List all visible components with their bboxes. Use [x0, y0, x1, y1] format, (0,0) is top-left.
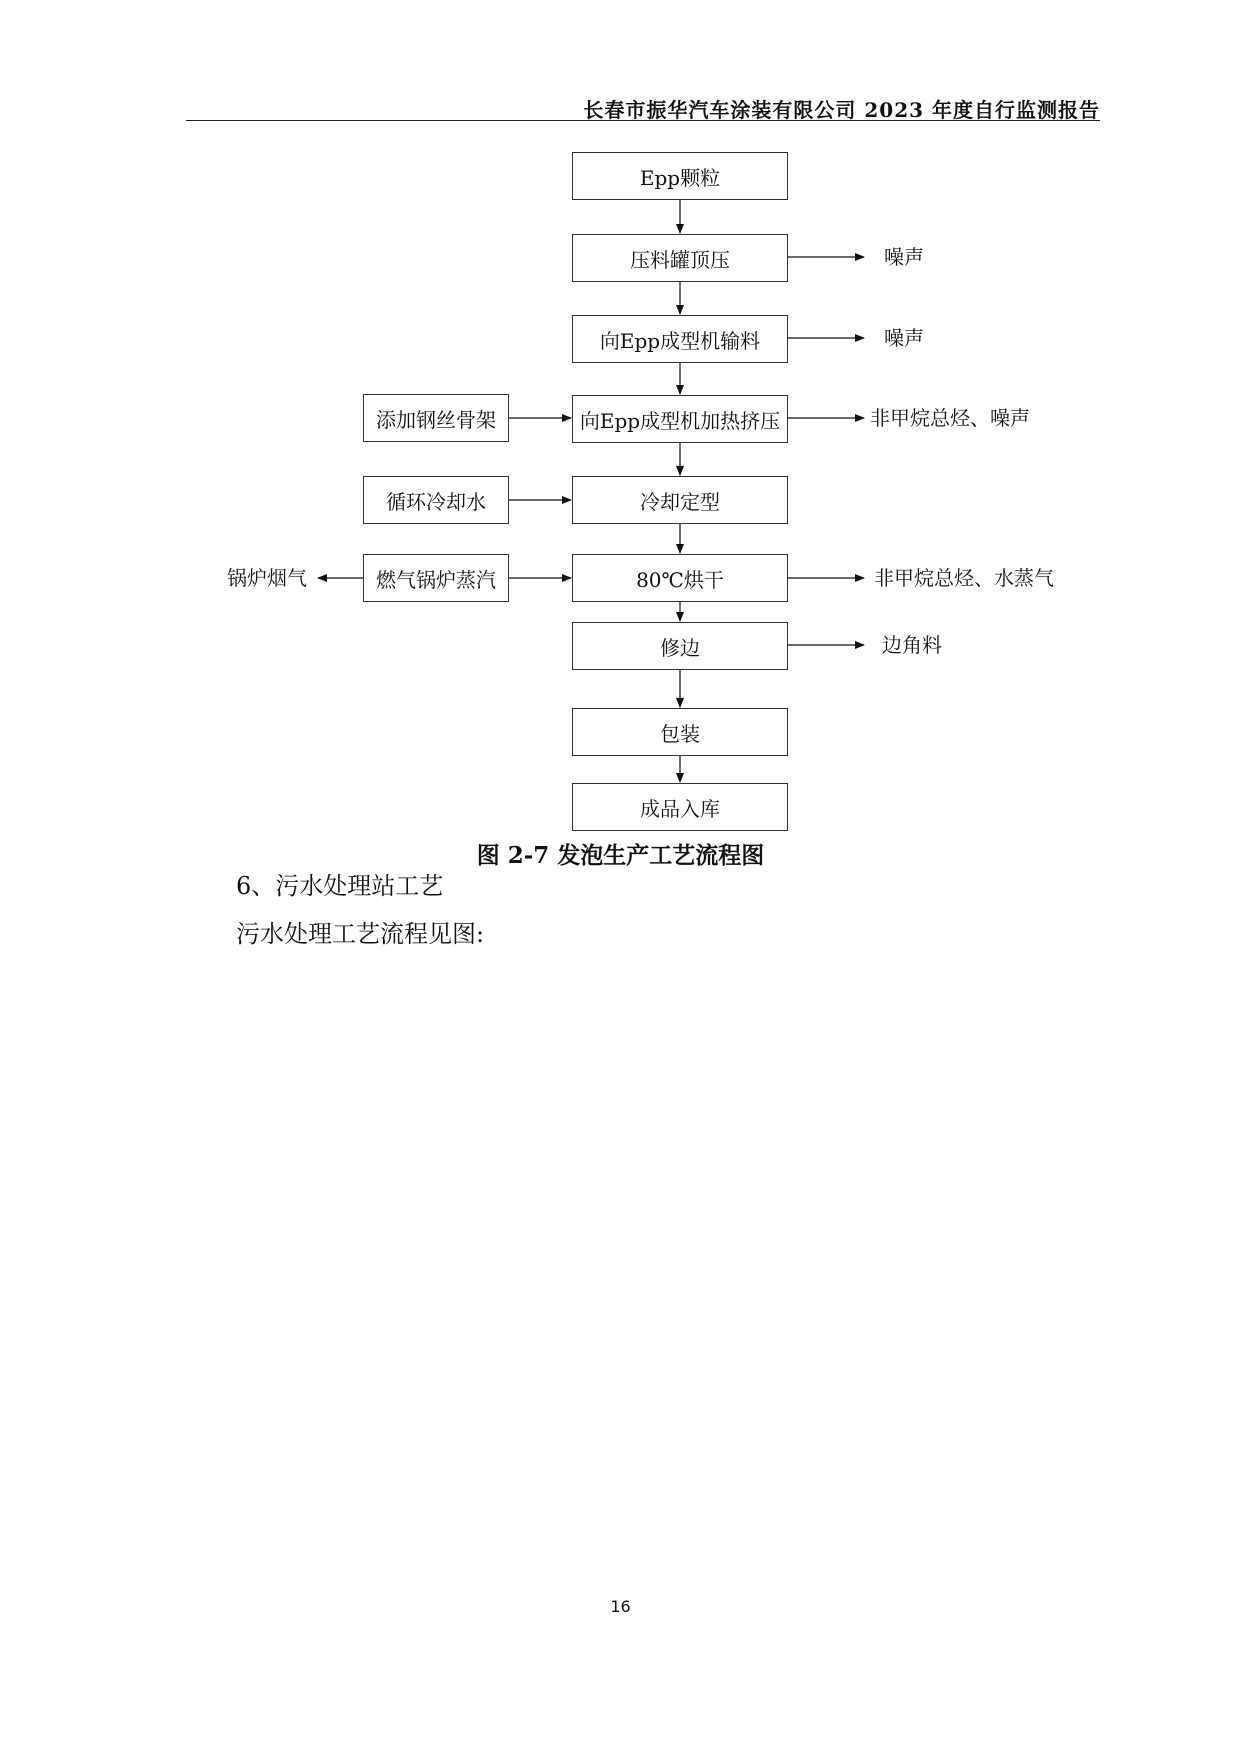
output-label: 非甲烷总烃、水蒸气 [874, 566, 1054, 590]
output-label: 非甲烷总烃、噪声 [870, 406, 1030, 430]
process-box: 向Epp成型机加热挤压 [572, 395, 788, 443]
boiler-flue-gas-label: 锅炉烟气 [227, 566, 307, 590]
process-box: 冷却定型 [572, 476, 788, 524]
input-box: 循环冷却水 [363, 476, 509, 524]
section-heading: 6、污水处理站工艺 [236, 872, 444, 900]
process-box: 包装 [572, 708, 788, 756]
output-label: 噪声 [884, 245, 924, 269]
page-number: 16 [610, 1597, 631, 1616]
process-box: Epp颗粒 [572, 152, 788, 200]
page-header: 长春市振华汽车涂装有限公司 2023 年度自行监测报告 [583, 98, 1100, 122]
process-box: 向Epp成型机输料 [572, 315, 788, 363]
input-box: 燃气锅炉蒸汽 [363, 554, 509, 602]
figure-caption: 图 2-7 发泡生产工艺流程图 [476, 842, 765, 869]
body-text: 污水处理工艺流程见图: [236, 920, 485, 948]
process-box: 80℃烘干 [572, 554, 788, 602]
process-box: 成品入库 [572, 783, 788, 831]
process-box: 压料罐顶压 [572, 234, 788, 282]
output-label: 噪声 [884, 326, 924, 350]
process-box: 修边 [572, 622, 788, 670]
input-box: 添加钢丝骨架 [363, 394, 509, 442]
output-label: 边角料 [882, 633, 942, 657]
